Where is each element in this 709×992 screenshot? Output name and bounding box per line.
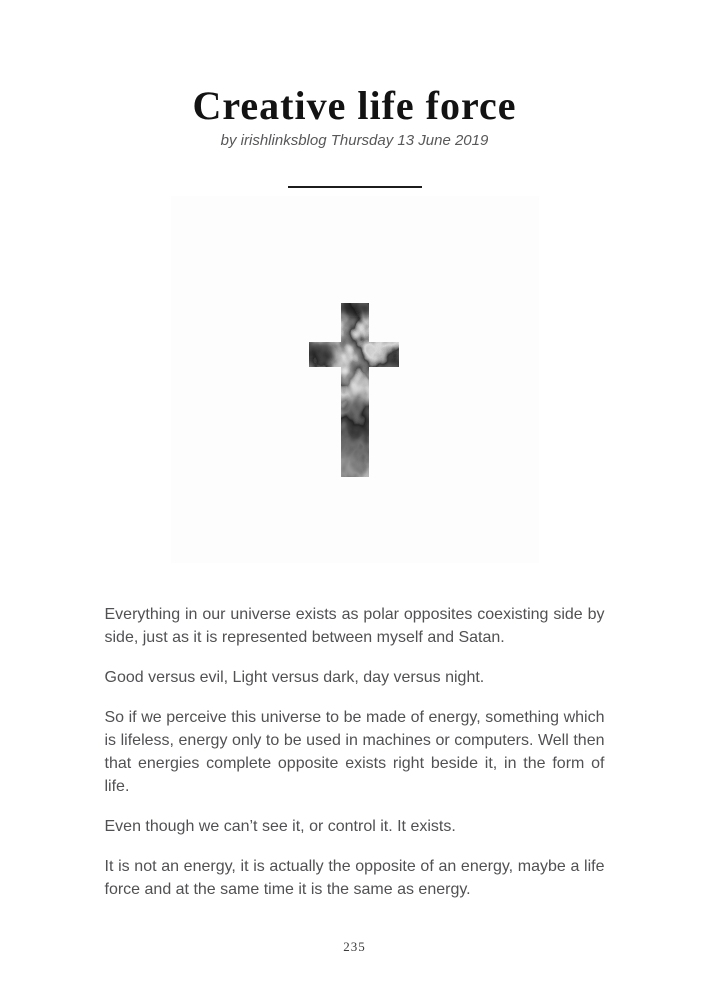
paragraph-3: So if we perceive this universe to be made of energy, something which is lifeless, energy only to be used in machines or computers. Well then that energies complete opposite exists right beside it, in the form of life. xyxy=(104,709,605,795)
paragraph-2: Good versus evil, Light versus dark, day versus night. xyxy=(104,669,485,686)
page-title: Creative life force xyxy=(192,83,517,128)
cross-photo-icon xyxy=(171,196,539,563)
article-body xyxy=(105,603,605,901)
cross-figure xyxy=(171,196,539,563)
page-footer xyxy=(0,939,709,954)
paragraph-5: It is not an energy, it is actually the opposite of an energy, maybe a life force and at the same time it is the same as energy. xyxy=(104,858,605,898)
page-number: 235 xyxy=(343,939,366,954)
paragraph-1: Everything in our universe exists as polar opposites coexisting side by side, just as it is represented between myself and Satan. xyxy=(104,606,605,646)
byline: by irishlinksblog Thursday 13 June 2019 xyxy=(220,132,489,149)
paragraph-4: Even though we can’t see it, or control it. It exists. xyxy=(104,818,456,835)
article-header xyxy=(0,0,709,150)
divider-rule xyxy=(288,186,422,188)
